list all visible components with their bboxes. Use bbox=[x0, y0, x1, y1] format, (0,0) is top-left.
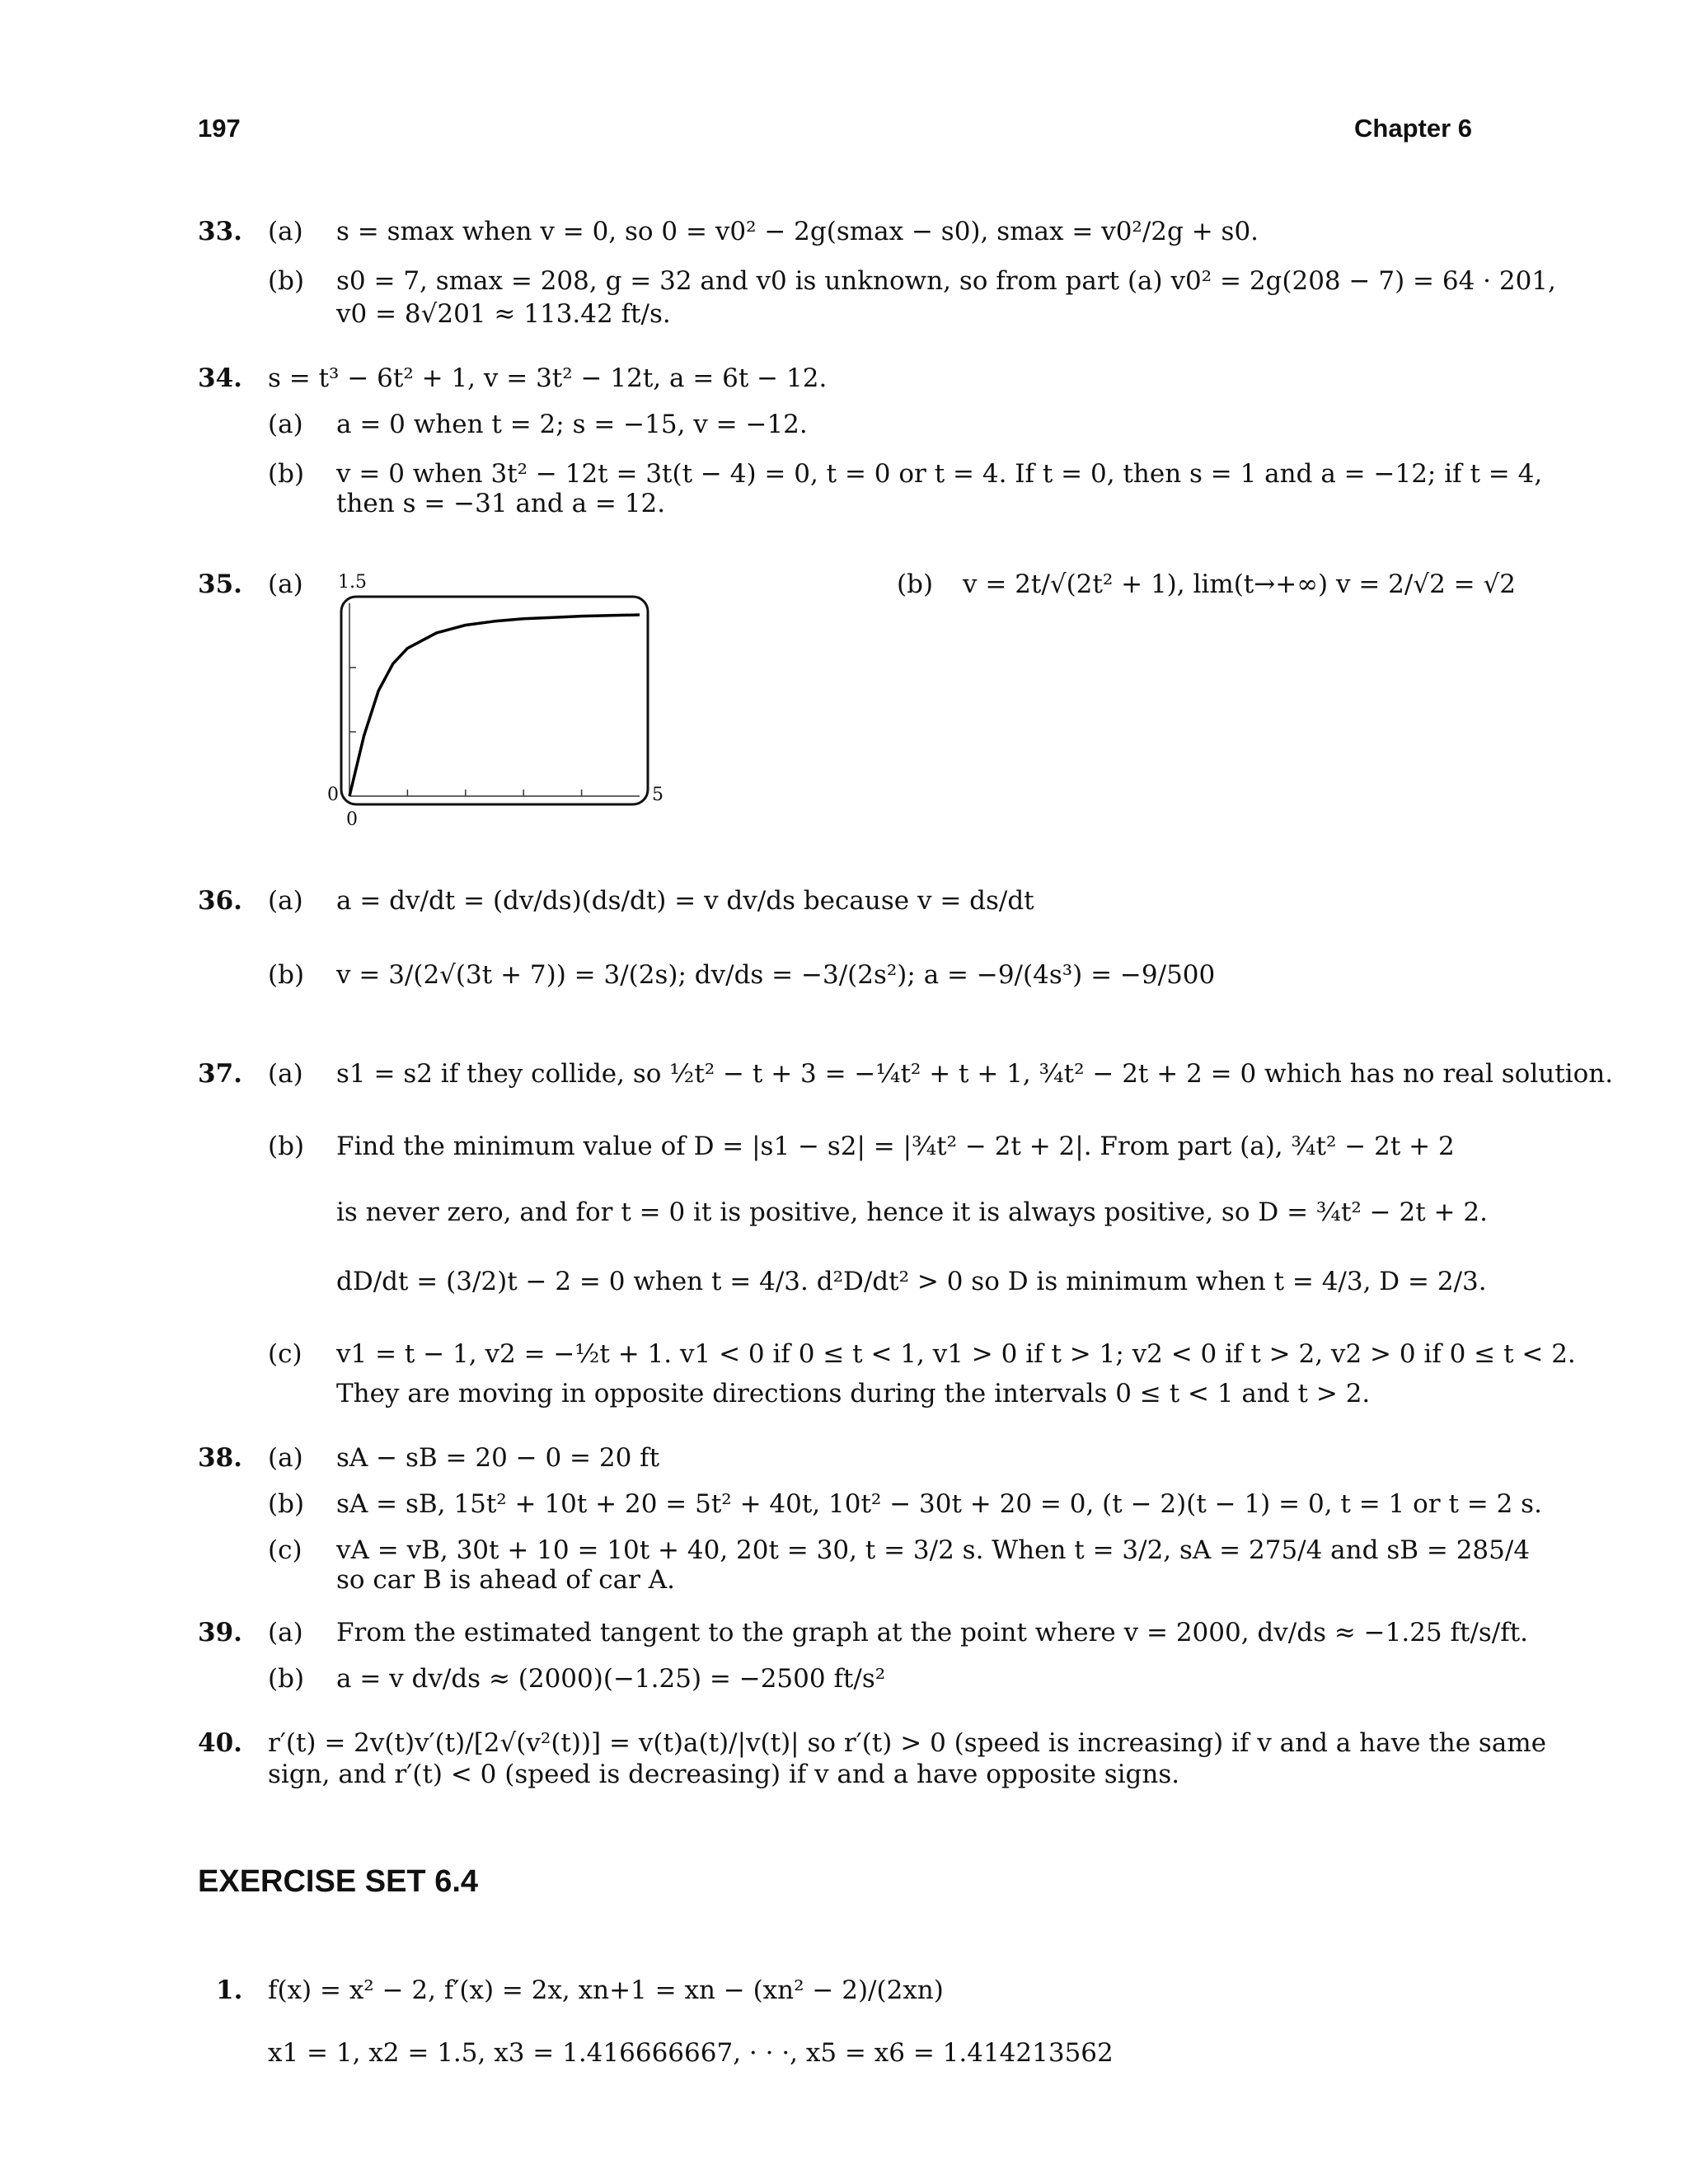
part-label: (c) bbox=[268, 1535, 302, 1565]
part-label: (a) bbox=[268, 410, 303, 439]
velocity-curve bbox=[349, 615, 640, 796]
problem-number: 1. bbox=[216, 1975, 243, 2005]
part-label: (a) bbox=[268, 1443, 303, 1473]
part-label: (b) bbox=[268, 266, 305, 296]
problem-text: s = smax when v = 0, so 0 = v0² − 2g(smax − s0), smax = v0²/2g + s0. bbox=[336, 217, 1259, 246]
problem-text: From the estimated tangent to the graph at the point where v = 2000, dv/ds ≈ −1.25 ft/s/ft. bbox=[336, 1618, 1529, 1647]
problem-number: 40. bbox=[198, 1728, 242, 1758]
problem-text: vA = vB, 30t + 10 = 10t + 40, 20t = 30, t = 3/2 s. When t = 3/2, sA = 275/4 and sB = 285/4 bbox=[336, 1535, 1531, 1565]
part-label: (c) bbox=[268, 1339, 302, 1369]
problem-text: f(x) = x² − 2, f′(x) = 2x, xn+1 = xn − (xn² − 2)/(2xn) bbox=[268, 1975, 944, 2005]
page-number: 197 bbox=[198, 114, 241, 143]
problem-number: 39. bbox=[198, 1618, 242, 1647]
problem-text: is never zero, and for t = 0 it is positive, hence it is always positive, so D = ¾t² − 2t + 2. bbox=[336, 1197, 1488, 1227]
problem-text: so car B is ahead of car A. bbox=[336, 1565, 675, 1595]
chapter-title: Chapter 6 bbox=[1354, 114, 1472, 143]
problem-number: 36. bbox=[198, 886, 242, 916]
part-label: (a) bbox=[268, 1618, 303, 1647]
problem-text: s0 = 7, smax = 208, g = 32 and v0 is unknown, so from part (a) v0² = 2g(208 − 7) = 64 · 201, bbox=[336, 266, 1556, 296]
problem-text: v = 3/(2√(3t + 7)) = 3/(2s); dv/ds = −3/(2s²); a = −9/(4s³) = −9/500 bbox=[336, 960, 1216, 990]
problem-number: 33. bbox=[198, 217, 242, 246]
problem-text: They are moving in opposite directions during the intervals 0 ≤ t < 1 and t > 2. bbox=[336, 1379, 1371, 1408]
y-min-tick-label: 0 bbox=[346, 809, 358, 830]
problem-text: x1 = 1, x2 = 1.5, x3 = 1.416666667, · · ·, x5 = x6 = 1.414213562 bbox=[268, 2038, 1114, 2068]
problem-number: 35. bbox=[198, 569, 242, 599]
problem-text: a = v dv/ds ≈ (2000)(−1.25) = −2500 ft/s² bbox=[336, 1664, 886, 1694]
chart-frame bbox=[341, 597, 648, 804]
problem-text: v = 0 when 3t² − 12t = 3t(t − 4) = 0, t = 0 or t = 4. If t = 0, then s = 1 and a = −12; if t = 4, bbox=[336, 459, 1543, 489]
part-label: (a) bbox=[268, 886, 303, 916]
problem-text: dD/dt = (3/2)t − 2 = 0 when t = 4/3. d²D/dt² > 0 so D is minimum when t = 4/3, D = 2/3. bbox=[336, 1267, 1487, 1296]
problem-text: s1 = s2 if they collide, so ½t² − t + 3 = −¼t² + t + 1, ¾t² − 2t + 2 = 0 which has no real solution. bbox=[336, 1059, 1614, 1089]
y-max-tick-label: 1.5 bbox=[338, 572, 367, 593]
part-label: (b) bbox=[268, 1664, 305, 1694]
problem-text: a = dv/dt = (dv/ds)(ds/dt) = v dv/ds because v = ds/dt bbox=[336, 886, 1034, 916]
problem-text: r′(t) = 2v(t)v′(t)/[2√(v²(t))] = v(t)a(t)/|v(t)| so r′(t) > 0 (speed is increasing) if v and a have the same bbox=[268, 1728, 1547, 1758]
part-label: (b) bbox=[897, 569, 934, 599]
section-title: EXERCISE SET 6.4 bbox=[198, 1864, 479, 1899]
problem-text: Find the minimum value of D = |s1 − s2| = |¾t² − 2t + 2|. From part (a), ¾t² − 2t + 2 bbox=[336, 1132, 1455, 1161]
x-min-tick-label: 0 bbox=[327, 785, 339, 805]
part-label: (b) bbox=[268, 960, 305, 990]
problem-text: sA − sB = 20 − 0 = 20 ft bbox=[336, 1443, 660, 1473]
part-label: (a) bbox=[268, 1059, 303, 1089]
part-label: (b) bbox=[268, 1489, 305, 1519]
problem-text: then s = −31 and a = 12. bbox=[336, 489, 666, 518]
x-max-tick-label: 5 bbox=[652, 785, 663, 805]
problem-text: v0 = 8√201 ≈ 113.42 ft/s. bbox=[336, 299, 671, 329]
velocity-chart bbox=[338, 593, 651, 808]
problem-text: sign, and r′(t) < 0 (speed is decreasing) if v and a have opposite signs. bbox=[268, 1760, 1180, 1789]
problem-text: a = 0 when t = 2; s = −15, v = −12. bbox=[336, 410, 808, 439]
part-label: (a) bbox=[268, 217, 303, 246]
problem-number: 38. bbox=[198, 1443, 242, 1473]
problem-text: v1 = t − 1, v2 = −½t + 1. v1 < 0 if 0 ≤ t < 1, v1 > 0 if t > 1; v2 < 0 if t > 2, v2 > 0 if 0 ≤ t < 2. bbox=[336, 1339, 1576, 1369]
part-label: (b) bbox=[268, 459, 305, 489]
problem-number: 34. bbox=[198, 363, 242, 393]
problem-number: 37. bbox=[198, 1059, 242, 1089]
problem-text: s = t³ − 6t² + 1, v = 3t² − 12t, a = 6t − 12. bbox=[268, 363, 828, 393]
problem-text: v = 2t/√(2t² + 1), lim(t→+∞) v = 2/√2 = √2 bbox=[963, 569, 1516, 599]
part-label: (b) bbox=[268, 1132, 305, 1161]
part-label: (a) bbox=[268, 569, 303, 599]
problem-text: sA = sB, 15t² + 10t + 20 = 5t² + 40t, 10t² − 30t + 20 = 0, (t − 2)(t − 1) = 0, t = 1 or t = 2 s. bbox=[336, 1489, 1542, 1519]
